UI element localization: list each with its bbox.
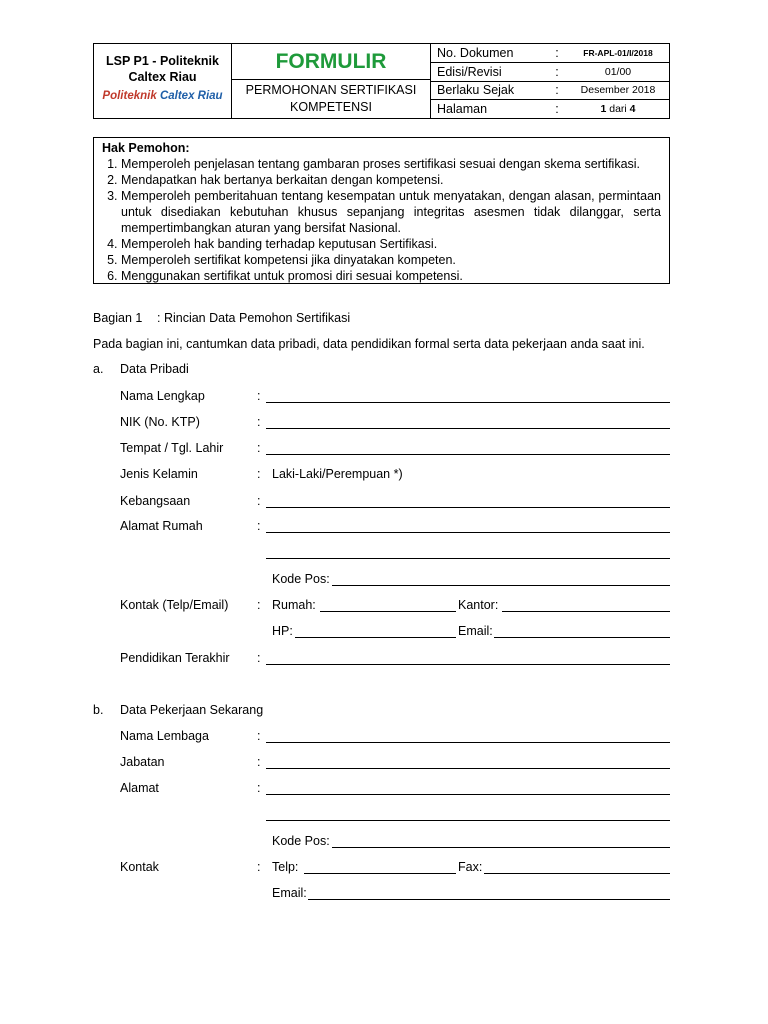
field-label-birth: Tempat / Tgl. Lahir [120, 441, 224, 455]
email-field[interactable] [494, 637, 670, 638]
work-address-field-line2[interactable] [266, 820, 670, 821]
org-name-line2: Caltex Riau [128, 70, 197, 84]
postal-code-field[interactable] [332, 585, 670, 586]
meta-row-page: Halaman : 1 dari 4 [431, 100, 669, 118]
field-label-email: Email: [458, 624, 493, 638]
document-meta [431, 44, 669, 118]
field-label-telp: Telp: [272, 860, 299, 874]
form-title: FORMULIR [232, 44, 430, 80]
home-address-field[interactable] [266, 532, 670, 533]
birth-place-date-field[interactable] [266, 454, 670, 455]
gender-options[interactable]: Laki-Laki/Perempuan *) [272, 467, 403, 481]
field-label-institution: Nama Lembaga [120, 729, 209, 743]
field-label-home-address: Alamat Rumah [120, 519, 203, 533]
colon: : [257, 781, 261, 795]
part-a-letter: a. [93, 362, 104, 376]
institution-field[interactable] [266, 742, 670, 743]
field-label-contact: Kontak (Telp/Email) [120, 598, 229, 612]
colon: : [257, 729, 261, 743]
applicant-rights-box [93, 137, 670, 284]
field-label-nik: NIK (No. KTP) [120, 415, 200, 429]
colon: : [257, 389, 261, 403]
work-postal-code-field[interactable] [332, 847, 670, 848]
section-intro: Pada bagian ini, cantumkan data pribadi, data pendidikan formal serta data pekerjaan anda saat ini. [93, 337, 645, 351]
part-b-title: Data Pekerjaan Sekarang [120, 703, 264, 717]
work-address-field[interactable] [266, 794, 670, 795]
home-address-field-line2[interactable] [266, 558, 670, 559]
page-value: 1 dari 4 [600, 103, 636, 116]
rights-title: Hak Pemohon: [102, 141, 190, 155]
meta-row-revision: Edisi/Revisi : 01/00 [431, 63, 669, 82]
rights-item: 4. Memperoleh hak banding terhadap keputusan Sertifikasi. [121, 236, 661, 252]
colon: : [257, 441, 261, 455]
document-header [93, 43, 670, 119]
field-label-work-address: Alamat [120, 781, 159, 795]
form-subtitle: PERMOHONAN SERTIFIKASI KOMPETENSI [245, 83, 417, 114]
meta-row-effective-date: Berlaku Sejak : Desember 2018 [431, 82, 669, 101]
rights-item: 3. Memperoleh pemberitahuan tentang kesempatan untuk menyatakan, dengan alasan, permintaan untuk disediakan kebutuhan khusus sepanjang integritas asesmen tidak dilanggar, serta mempertimbangkan aturan yang bersifat Nasional. [121, 188, 661, 236]
colon: : [257, 755, 261, 769]
field-label-fax: Fax: [458, 860, 483, 874]
document-number: FR-APL-01/I/2018 [583, 47, 653, 58]
rights-item: 6. Menggunakan sertifikat untuk promosi diri sesuai kompetensi. [121, 268, 661, 284]
field-label-work-email: Email: [272, 886, 307, 900]
colon: : [257, 519, 261, 533]
colon: : [257, 494, 261, 508]
effective-date-value: Desember 2018 [580, 84, 656, 97]
colon: : [257, 860, 261, 874]
colon: : [257, 467, 261, 481]
field-label-mobile: HP: [272, 624, 293, 638]
work-email-field[interactable] [308, 899, 670, 900]
part-b-letter: b. [93, 703, 104, 717]
rights-item: 1. Memperoleh penjelasan tentang gambaran proses sertifikasi sesuai dengan skema sertifikasi. [121, 156, 661, 172]
field-label-work-contact: Kontak [120, 860, 159, 874]
mobile-field[interactable] [295, 637, 456, 638]
colon: : [257, 415, 261, 429]
field-label-postal-code: Kode Pos: [272, 572, 330, 586]
section-number: Bagian 1 [93, 311, 143, 325]
field-label-gender: Jenis Kelamin [120, 467, 198, 481]
part-a-title: Data Pribadi [120, 362, 189, 376]
nik-field[interactable] [266, 428, 670, 429]
rights-item: 2. Mendapatkan hak bertanya berkaitan dengan kompetensi. [121, 172, 661, 188]
home-phone-field[interactable] [320, 611, 456, 612]
revision-value: 01/00 [604, 65, 632, 78]
field-label-nationality: Kebangsaan [120, 494, 191, 508]
institution-logo: Politeknik Caltex Riau [102, 90, 223, 102]
org-name-line1: LSP P1 - Politeknik [105, 54, 219, 68]
field-label-education: Pendidikan Terakhir [120, 651, 230, 665]
field-label-work-postal-code: Kode Pos: [272, 834, 330, 848]
section-title: : Rincian Data Pemohon Sertifikasi [157, 311, 351, 325]
education-field[interactable] [266, 664, 670, 665]
nationality-field[interactable] [266, 507, 670, 508]
field-label-home-phone: Rumah: [272, 598, 316, 612]
work-phone-field[interactable] [304, 873, 456, 874]
field-label-office-phone: Kantor: [458, 598, 499, 612]
colon: : [257, 651, 261, 665]
field-label-full-name: Nama Lengkap [120, 389, 205, 403]
rights-list [102, 156, 661, 284]
form-title-cell [232, 44, 431, 118]
position-field[interactable] [266, 768, 670, 769]
field-label-position: Jabatan [120, 755, 165, 769]
org-cell [94, 44, 232, 118]
rights-item: 5. Memperoleh sertifikat kompetensi jika dinyatakan kompeten. [121, 252, 661, 268]
meta-row-document-number: No. Dokumen : FR-APL-01/I/2018 [431, 44, 669, 63]
office-phone-field[interactable] [502, 611, 670, 612]
colon: : [257, 598, 261, 612]
fax-field[interactable] [484, 873, 670, 874]
full-name-field[interactable] [266, 402, 670, 403]
